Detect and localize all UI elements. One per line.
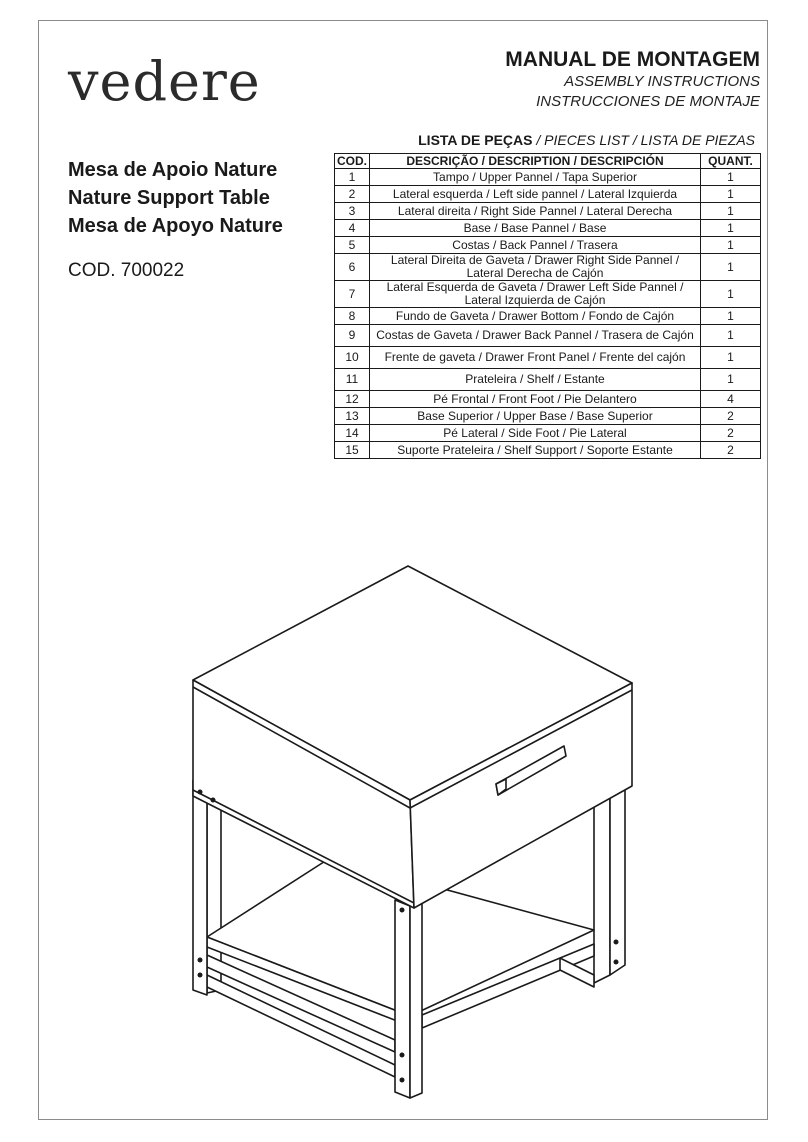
- cell-cod: 15: [335, 442, 370, 459]
- table-row: [335, 325, 761, 347]
- manual-title: MANUAL DE MONTAGEM: [505, 48, 760, 71]
- cell-qty: 1: [701, 169, 761, 186]
- table-row: [335, 308, 761, 325]
- cell-qty: 1: [701, 254, 761, 281]
- cell-cod: 6: [335, 254, 370, 281]
- table-row: [335, 203, 761, 220]
- cell-qty: 1: [701, 237, 761, 254]
- cell-desc: Lateral Esquerda de Gaveta / Drawer Left Side Pannel / Lateral Izquierda de Cajón: [370, 281, 701, 308]
- table-row: [335, 425, 761, 442]
- table-row: [335, 347, 761, 369]
- cell-qty: 1: [701, 308, 761, 325]
- cell-qty: 1: [701, 203, 761, 220]
- cell-qty: 4: [701, 391, 761, 408]
- table-row: [335, 442, 761, 459]
- cell-cod: 10: [335, 347, 370, 369]
- parts-table: [334, 153, 761, 459]
- table-row: [335, 237, 761, 254]
- cell-desc: Tampo / Upper Pannel / Tapa Superior: [370, 169, 701, 186]
- parts-list-title: [418, 132, 755, 148]
- cell-qty: 1: [701, 220, 761, 237]
- cell-desc: Prateleira / Shelf / Estante: [370, 369, 701, 391]
- manual-subtitle-es: INSTRUCCIONES DE MONTAJE: [536, 93, 760, 110]
- col-header-cod: COD.: [335, 154, 370, 169]
- cell-cod: 5: [335, 237, 370, 254]
- parts-list-title-rest: / PIECES LIST / LISTA DE PIEZAS: [532, 132, 755, 148]
- cell-qty: 2: [701, 442, 761, 459]
- parts-table-header: [335, 154, 761, 169]
- product-code: COD. 700022: [68, 260, 185, 281]
- table-row: [335, 391, 761, 408]
- front-left-leg-side: [193, 780, 207, 995]
- cell-qty: 1: [701, 186, 761, 203]
- cell-qty: 1: [701, 347, 761, 369]
- cell-desc: Pé Lateral / Side Foot / Pie Lateral: [370, 425, 701, 442]
- cell-desc: Fundo de Gaveta / Drawer Bottom / Fondo de Cajón: [370, 308, 701, 325]
- cell-desc: Suporte Prateleira / Shelf Support / Soporte Estante: [370, 442, 701, 459]
- cell-desc: Costas / Back Pannel / Trasera: [370, 237, 701, 254]
- product-name-en: Nature Support Table: [68, 187, 270, 209]
- product-name-es: Mesa de Apoyo Nature: [68, 215, 283, 237]
- cell-desc: Base / Base Pannel / Base: [370, 220, 701, 237]
- cell-desc: Frente de gaveta / Drawer Front Panel / Frente del cajón: [370, 347, 701, 369]
- cell-cod: 11: [335, 369, 370, 391]
- cell-desc: Lateral direita / Right Side Pannel / Lateral Derecha: [370, 203, 701, 220]
- parts-list-title-pt: LISTA DE PEÇAS: [418, 132, 533, 148]
- cell-cod: 3: [335, 203, 370, 220]
- front-right-leg-side: [395, 900, 410, 1098]
- cell-cod: 13: [335, 408, 370, 425]
- cell-cod: 1: [335, 169, 370, 186]
- col-header-description: DESCRIÇÃO / DESCRIPTION / DESCRIPCIÓN: [370, 154, 701, 169]
- product-info: [68, 156, 283, 282]
- table-row: [335, 254, 761, 281]
- cell-qty: 1: [701, 369, 761, 391]
- cell-qty: 2: [701, 425, 761, 442]
- cell-cod: 2: [335, 186, 370, 203]
- cell-cod: 9: [335, 325, 370, 347]
- table-row: [335, 369, 761, 391]
- back-right-leg-side: [610, 786, 625, 975]
- product-name-pt: Mesa de Apoio Nature: [68, 159, 278, 181]
- front-right-leg: [410, 900, 422, 1098]
- cell-desc: Lateral esquerda / Left side pannel / Lateral Izquierda: [370, 186, 701, 203]
- table-row: [335, 281, 761, 308]
- table-row: [335, 220, 761, 237]
- table-row: [335, 169, 761, 186]
- cell-desc: Costas de Gaveta / Drawer Back Pannel / Trasera de Cajón: [370, 325, 701, 347]
- cell-desc: Lateral Direita de Gaveta / Drawer Right Side Pannel / Lateral Derecha de Cajón: [370, 254, 701, 281]
- cell-desc: Pé Frontal / Front Foot / Pie Delantero: [370, 391, 701, 408]
- cell-qty: 1: [701, 325, 761, 347]
- cell-cod: 4: [335, 220, 370, 237]
- cell-cod: 14: [335, 425, 370, 442]
- cell-cod: 7: [335, 281, 370, 308]
- table-row: [335, 186, 761, 203]
- cell-qty: 2: [701, 408, 761, 425]
- assembled-table-illustration: [180, 555, 640, 1100]
- parts-table-body: [335, 169, 761, 459]
- back-right-leg: [594, 792, 610, 983]
- manual-header: [505, 48, 760, 112]
- cell-qty: 1: [701, 281, 761, 308]
- manual-subtitle-en: ASSEMBLY INSTRUCTIONS: [564, 73, 760, 90]
- cell-cod: 12: [335, 391, 370, 408]
- cell-cod: 8: [335, 308, 370, 325]
- cell-desc: Base Superior / Upper Base / Base Superior: [370, 408, 701, 425]
- brand-logo: vedere: [68, 50, 261, 113]
- table-row: [335, 408, 761, 425]
- col-header-quantity: QUANT.: [701, 154, 761, 169]
